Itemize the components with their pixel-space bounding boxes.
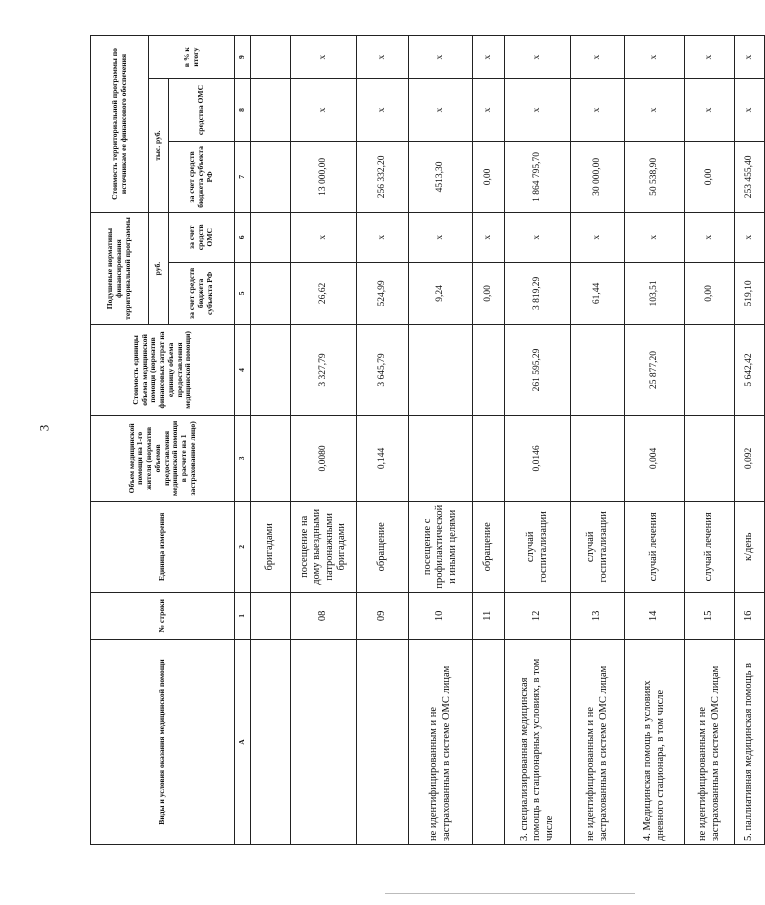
col-number: 1 — [235, 592, 251, 639]
row-norm-oms-cell: х — [625, 212, 685, 262]
row-cost-cell: 3 645,79 — [357, 325, 409, 416]
row-norm-budget-cell: 519,10 — [735, 262, 765, 325]
col-number: А — [235, 640, 251, 845]
row-total-budget-cell: 50 538,90 — [625, 141, 685, 212]
row-unit-cell: обращение — [473, 502, 505, 593]
row-unit-cell: случай госпитализации — [505, 502, 571, 593]
row-unit-cell: посещение с профилактической и иными целями — [409, 502, 473, 593]
table-row — [735, 36, 765, 845]
header-norms-oms: за счет средств ОМС — [169, 212, 235, 262]
col-number: 7 — [235, 141, 251, 212]
table-row — [685, 36, 735, 845]
row-number-cell: 08 — [291, 592, 357, 639]
row-norm-budget-cell — [251, 262, 291, 325]
row-total-oms-cell: х — [357, 79, 409, 142]
row-unit-cell: к/день — [735, 502, 765, 593]
table-row — [409, 36, 473, 845]
row-number-cell: 09 — [357, 592, 409, 639]
row-norm-oms-cell: х — [571, 212, 625, 262]
row-type-cell: не идентифицированным и не застрахованным в системе ОМС лицам — [571, 640, 625, 845]
row-norm-budget-cell: 0,00 — [473, 262, 505, 325]
row-total-pct-cell: х — [685, 36, 735, 79]
row-total-oms-cell: х — [505, 79, 571, 142]
table-body — [251, 36, 765, 845]
row-total-pct-cell: х — [357, 36, 409, 79]
row-norm-budget-cell: 0,00 — [685, 262, 735, 325]
row-unit-cell: обращение — [357, 502, 409, 593]
row-norm-oms-cell: х — [291, 212, 357, 262]
row-total-budget-cell: 253 455,40 — [735, 141, 765, 212]
row-total-oms-cell: х — [571, 79, 625, 142]
row-total-budget-cell: 1 864 795,70 — [505, 141, 571, 212]
row-volume-cell: 0,004 — [625, 415, 685, 501]
table-row — [473, 36, 505, 845]
row-total-oms-cell — [251, 79, 291, 142]
row-norm-budget-cell: 61,44 — [571, 262, 625, 325]
table-row — [251, 36, 291, 845]
row-cost-cell: 3 327,79 — [291, 325, 357, 416]
row-total-oms-cell: х — [409, 79, 473, 142]
row-cost-cell: 25 877,20 — [625, 325, 685, 416]
row-cost-cell — [571, 325, 625, 416]
table-row — [291, 36, 357, 845]
row-norm-oms-cell: х — [473, 212, 505, 262]
row-total-pct-cell: х — [571, 36, 625, 79]
row-number-cell: 14 — [625, 592, 685, 639]
row-norm-budget-cell: 9,24 — [409, 262, 473, 325]
row-total-oms-cell: х — [625, 79, 685, 142]
row-norm-oms-cell: х — [685, 212, 735, 262]
row-norm-oms-cell: х — [735, 212, 765, 262]
header-volume: Объем медицинской помощи на 1-го жителя (норматив объемов предоставления медицинской помощи в расчете на 1 застрахованное лицо) — [91, 415, 235, 501]
row-total-budget-cell: 0,00 — [473, 141, 505, 212]
row-unit-cell: случай госпитализации — [571, 502, 625, 593]
row-number-cell — [251, 592, 291, 639]
row-total-oms-cell: х — [685, 79, 735, 142]
row-total-budget-cell: 30 000,00 — [571, 141, 625, 212]
row-total-budget-cell — [251, 141, 291, 212]
row-unit-cell: случай лечения — [625, 502, 685, 593]
row-total-oms-cell: х — [291, 79, 357, 142]
header-type: Виды и условия оказания медицинской помощи — [91, 640, 235, 845]
header-cost: Стоимость единицы объема медицинской помощи (норматив финансовых затрат на единицу объема предоставления медицинской помощи) — [91, 325, 235, 416]
row-total-budget-cell: 13 000,00 — [291, 141, 357, 212]
row-norm-oms-cell: х — [357, 212, 409, 262]
row-number-cell: 10 — [409, 592, 473, 639]
financing-table — [90, 35, 765, 845]
row-norm-budget-cell: 26,62 — [291, 262, 357, 325]
row-type-cell: не идентифицированным и не застрахованным в системе ОМС лицам — [409, 640, 473, 845]
table-row — [571, 36, 625, 845]
scan-edge-line — [385, 893, 635, 894]
row-norm-oms-cell: х — [409, 212, 473, 262]
row-total-pct-cell: х — [409, 36, 473, 79]
header-norms-budget: за счет средств бюджета субъекта РФ — [169, 262, 235, 325]
row-volume-cell: 0,092 — [735, 415, 765, 501]
row-number-cell: 13 — [571, 592, 625, 639]
row-type-cell: 4. Медицинская помощь в условиях дневного стационара, в том числе — [625, 640, 685, 845]
row-volume-cell: 0,0146 — [505, 415, 571, 501]
header-row-number: № строки — [91, 592, 235, 639]
col-number: 8 — [235, 79, 251, 142]
row-number-cell: 15 — [685, 592, 735, 639]
row-norm-oms-cell: х — [505, 212, 571, 262]
row-total-budget-cell: 4513,30 — [409, 141, 473, 212]
row-volume-cell — [409, 415, 473, 501]
row-total-pct-cell: х — [625, 36, 685, 79]
row-total-pct-cell: х — [473, 36, 505, 79]
row-cost-cell — [409, 325, 473, 416]
row-total-pct-cell: х — [291, 36, 357, 79]
table-row — [505, 36, 571, 845]
row-type-cell — [473, 640, 505, 845]
col-number: 6 — [235, 212, 251, 262]
row-unit-cell: посещение на дому выездными патронажными бригадами — [291, 502, 357, 593]
row-cost-cell — [685, 325, 735, 416]
row-volume-cell — [571, 415, 625, 501]
row-type-cell — [357, 640, 409, 845]
header-total-budget: за счет средств бюджета субъекта РФ — [169, 141, 235, 212]
row-norm-budget-cell: 103,51 — [625, 262, 685, 325]
row-total-budget-cell: 256 332,20 — [357, 141, 409, 212]
row-total-oms-cell: х — [735, 79, 765, 142]
table-row — [357, 36, 409, 845]
row-number-cell: 16 — [735, 592, 765, 639]
row-cost-cell: 5 642,42 — [735, 325, 765, 416]
column-number-row — [235, 36, 251, 845]
row-total-pct-cell — [251, 36, 291, 79]
col-number: 9 — [235, 36, 251, 79]
col-number: 4 — [235, 325, 251, 416]
row-total-oms-cell: х — [473, 79, 505, 142]
row-type-cell: не идентифицированным и не застрахованным в системе ОМС лицам — [685, 640, 735, 845]
row-volume-cell: 0,0080 — [291, 415, 357, 501]
row-total-pct-cell: х — [505, 36, 571, 79]
row-volume-cell — [251, 415, 291, 501]
table-row — [625, 36, 685, 845]
row-norm-oms-cell — [251, 212, 291, 262]
header-norms: Подушевые нормативы финансирования территориальной программы — [91, 212, 149, 324]
row-volume-cell — [473, 415, 505, 501]
col-number: 3 — [235, 415, 251, 501]
header-total-oms: средства ОМС — [169, 79, 235, 142]
row-type-cell — [291, 640, 357, 845]
row-volume-cell — [685, 415, 735, 501]
header-norms-unit: руб. — [149, 212, 169, 324]
col-number: 2 — [235, 502, 251, 593]
row-cost-cell — [473, 325, 505, 416]
row-norm-budget-cell: 3 819,29 — [505, 262, 571, 325]
row-total-budget-cell: 0,00 — [685, 141, 735, 212]
page-number: 3 — [36, 424, 52, 432]
row-volume-cell: 0,144 — [357, 415, 409, 501]
col-number: 5 — [235, 262, 251, 325]
row-number-cell: 11 — [473, 592, 505, 639]
header-total: Стоимость территориальной программы по источникам ее финансового обеспечения — [91, 36, 149, 213]
row-unit-cell: случай лечения — [685, 502, 735, 593]
row-cost-cell: 261 595,29 — [505, 325, 571, 416]
row-cost-cell — [251, 325, 291, 416]
row-unit-cell: бригадами — [251, 502, 291, 593]
row-norm-budget-cell: 524,99 — [357, 262, 409, 325]
row-number-cell: 12 — [505, 592, 571, 639]
header-unit: Единица измерения — [91, 502, 235, 593]
header-total-unit: тыс. руб. — [149, 79, 169, 213]
rotated-table-holder — [90, 35, 755, 845]
header-total-pct: в % к итогу — [149, 36, 235, 79]
row-type-cell — [251, 640, 291, 845]
row-type-cell: 3. специализированная медицинская помощь в стационарных условиях, в том числе — [505, 640, 571, 845]
row-total-pct-cell: х — [735, 36, 765, 79]
row-type-cell: 5. паллиативная медицинская помощь в — [735, 640, 765, 845]
